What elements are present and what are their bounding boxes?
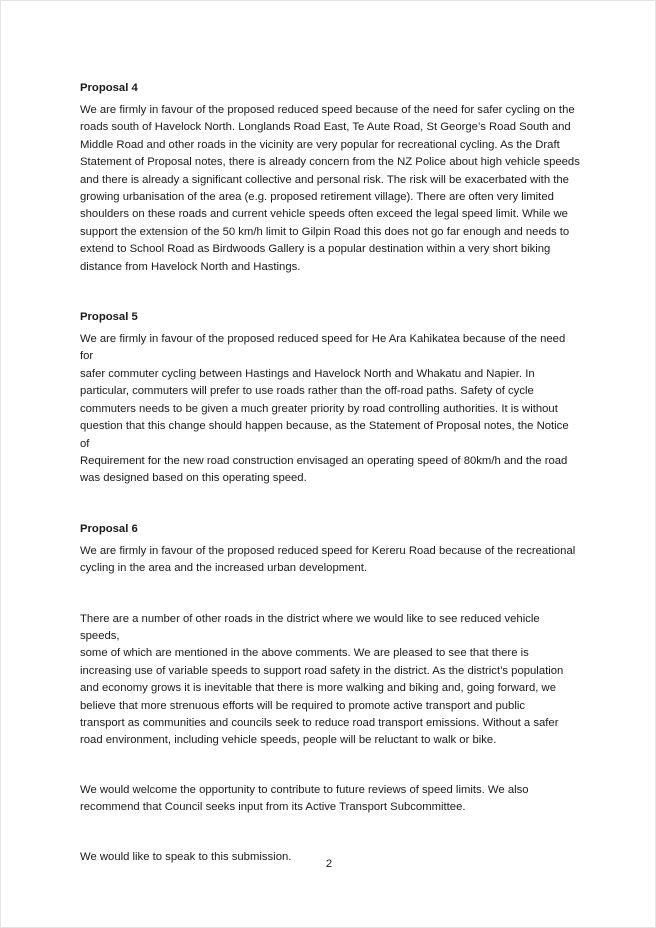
page-number: 2: [325, 858, 333, 870]
section-proposal-4: [80, 80, 580, 276]
section-heading: Proposal 5: [80, 311, 138, 324]
closing-paragraph-roads: There are a number of other roads in the district where we would like to see reduced vehicle speeds, some of which are mentioned in the above comments. We are pleased to see that there is increasing use of variable speeds to support road safety in the district. As the district’s population and economy grows it is inevitable that there is more walking and biking and, going forward, we believe that more strenuous efforts will be required to promote active transport and public transport as communities and councils seek to reduce road transport emissions. Without a safer road environment, including vehicle speeds, people will be reluctant to walk or bike.: [80, 612, 564, 747]
section-body: We are firmly in favour of the proposed reduced speed for Kereru Road because of the recreational cycling in the area and the increased urban development.: [80, 544, 576, 575]
section-proposal-6: [80, 521, 580, 578]
closing-paragraph-speak: We would like to speak to this submission.: [80, 850, 292, 863]
closing-paragraph-reviews: We would welcome the opportunity to contribute to future reviews of speed limits. We also recommend that Council seeks input from its Active Transport Subcommittee.: [80, 783, 529, 814]
page-content: [80, 80, 580, 866]
section-heading: Proposal 4: [80, 82, 138, 94]
section-body: We are firmly in favour of the proposed reduced speed for He Ara Kahikatea because of the need for safer commuter cycling between Hastings and Havelock North and Whakatu and Napier. In particular, commuters will prefer to use roads rather than the off-road paths. Safety of cycle commuters needs to be given a much greater priority by road controlling authorities. It is without question that this change should happen because, as the Statement of Proposal notes, the Notice of Requirement for the new road construction envisaged an operating speed of 80km/h and the road was designed based on this operating speed.: [80, 333, 569, 485]
section-heading: Proposal 6: [80, 522, 138, 535]
section-proposal-5: [80, 309, 580, 488]
section-body: We are firmly in favour of the proposed reduced speed because of the need for safer cycling on the roads south of Havelock North. Longlands Road East, Te Aute Road, St George’s Road South and Middle Road and other roads in the vicinity are very popular for recreational cycling. As the Draft Statement of Proposal notes, there is already concern from the NZ Police about high vehicle speeds and there is already a significant collective and personal risk. The risk will be exacerbated with the growing urbanisation of the area (e.g. proposed retirement village). There are often very limited shoulders on these roads and current vehicle speeds often exceed the legal speed limit. While we support the extension of the 50 km/h limit to Gilpin Road this does not go far enough and needs to extend to School Road as Birdwoods Gallery is a popular destination within a very short biking distance from Havelock North and Hastings.: [80, 104, 580, 273]
